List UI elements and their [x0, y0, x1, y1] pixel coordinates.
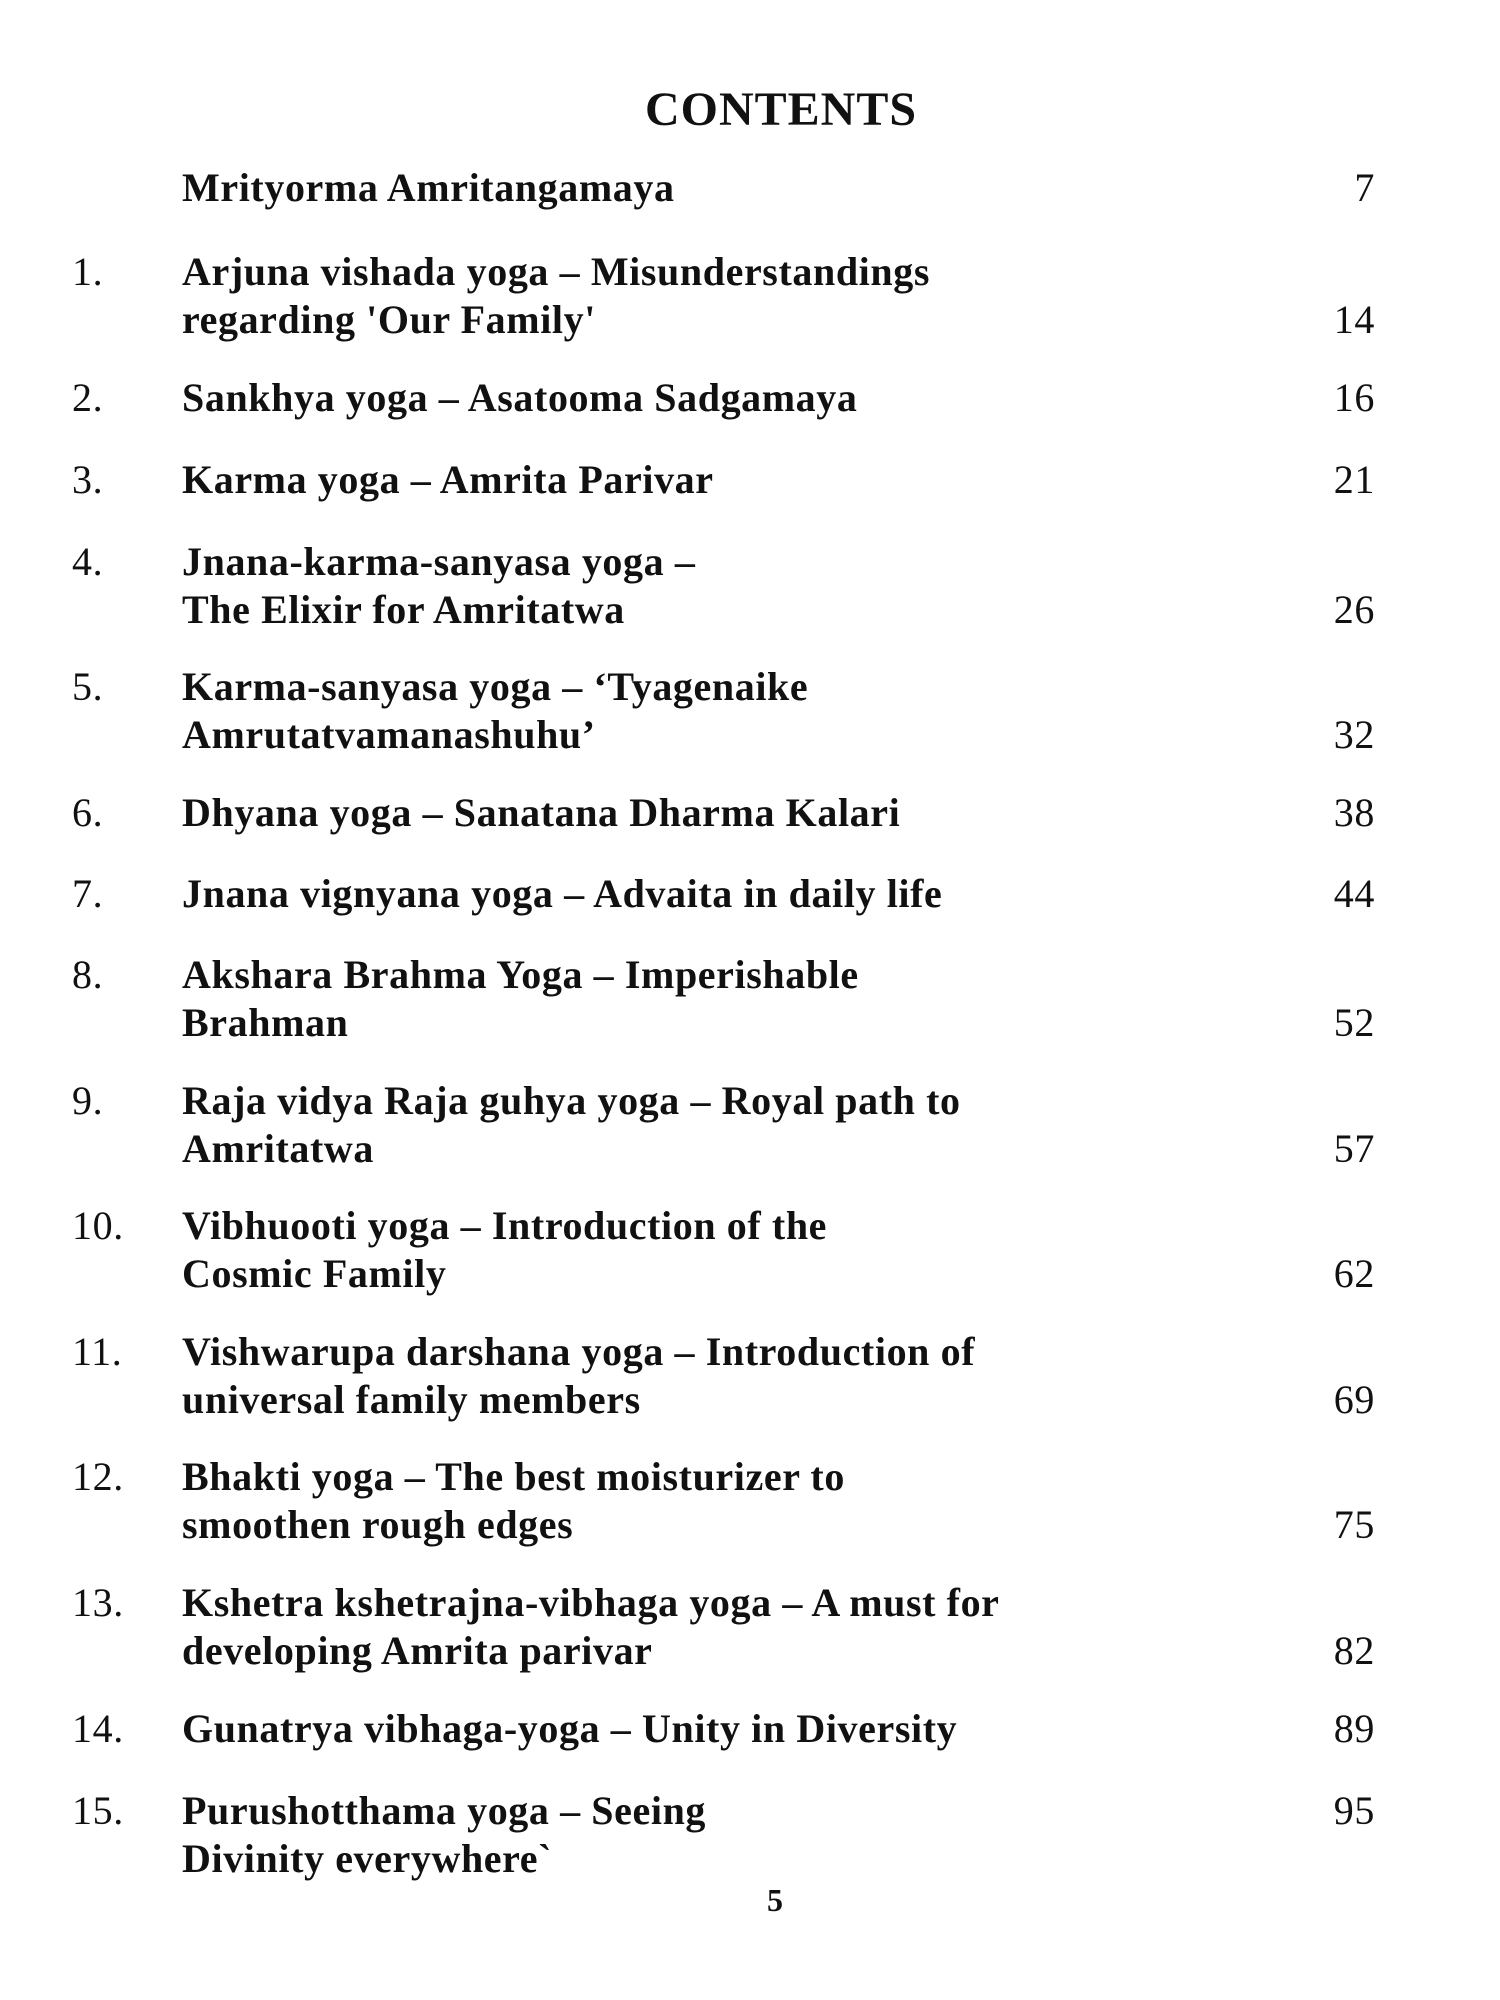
- toc-entry-number: 14.: [72, 1706, 124, 1751]
- toc-entry-title-line: Brahman: [182, 1000, 349, 1045]
- toc-entry-number: 3.: [72, 457, 104, 502]
- toc-entry-title: [182, 538, 695, 634]
- toc-entry-title-line: regarding 'Our Family': [182, 297, 596, 342]
- toc-entry-title-line: smoothen rough edges: [182, 1502, 574, 1547]
- toc-entry-page: 69: [1333, 1377, 1375, 1422]
- toc-entry-page: 38: [1333, 790, 1375, 835]
- toc-entry-title: [182, 951, 859, 1047]
- toc-entry-title: [182, 663, 808, 759]
- toc-entry-title-line: Amrutatvamanashuhu’: [182, 712, 596, 757]
- toc-entry-number: 13.: [72, 1580, 124, 1625]
- toc-entry-title-line: Amritatwa: [182, 1126, 375, 1171]
- toc-entry-number: 1.: [72, 249, 104, 294]
- toc-entry-page: 21: [1333, 457, 1375, 502]
- toc-entry-number: 6.: [72, 790, 104, 835]
- toc-entry-page: 57: [1333, 1126, 1375, 1171]
- toc-entry-page: 16: [1333, 375, 1375, 420]
- toc-entry-title: [182, 1453, 845, 1549]
- toc-entry-title: [182, 164, 675, 212]
- toc-entry-title-line: Karma yoga – Amrita Parivar: [182, 457, 714, 502]
- toc-entry-page: 26: [1333, 587, 1375, 632]
- toc-entry-title-line: Arjuna vishada yoga – Misunderstandings: [182, 249, 931, 294]
- toc-entry-title-line: Kshetra kshetrajna-vibhaga yoga – A must for: [182, 1580, 1000, 1625]
- toc-entry-title-line: universal family members: [182, 1377, 641, 1422]
- toc-entry-number: 15.: [72, 1788, 124, 1833]
- toc-entry-page: 75: [1333, 1502, 1375, 1547]
- toc-entry-page: 32: [1333, 712, 1375, 757]
- toc-entry-title: [182, 1202, 827, 1298]
- toc-entry-title: [182, 1705, 957, 1753]
- toc-entry-title-line: Dhyana yoga – Sanatana Dharma Kalari: [182, 790, 901, 835]
- toc-entry-title-line: Purushotthama yoga – Seeing: [182, 1788, 707, 1833]
- toc-entry-number: 9.: [72, 1078, 104, 1123]
- page-title: CONTENTS: [644, 83, 918, 136]
- toc-entry-number: 8.: [72, 952, 104, 997]
- toc-entry-page: 62: [1333, 1251, 1375, 1296]
- toc-entry-title-line: Cosmic Family: [182, 1251, 447, 1296]
- toc-entry-page: 7: [1354, 165, 1375, 210]
- toc-entry-title: [182, 1077, 961, 1173]
- toc-entry-number: 10.: [72, 1203, 124, 1248]
- toc-entry-number: 7.: [72, 871, 104, 916]
- toc-entry-title-line: Jnana vignyana yoga – Advaita in daily life: [182, 871, 943, 916]
- toc-entry-title: [182, 1328, 975, 1424]
- toc-entry-title: [182, 1579, 1000, 1675]
- toc-entry-page: 14: [1333, 297, 1375, 342]
- toc-entry-title: [182, 1787, 706, 1883]
- toc-entry-title-line: Jnana-karma-sanyasa yoga –: [182, 539, 696, 584]
- toc-entry-title: [182, 248, 930, 344]
- toc-entry-number: 12.: [72, 1454, 124, 1499]
- page-number: 5: [767, 1882, 783, 1918]
- toc-entry-page: 89: [1333, 1706, 1375, 1751]
- toc-entry-number: 11.: [72, 1329, 123, 1374]
- toc-entry-number: 5.: [72, 664, 104, 709]
- toc-entry-title-line: Akshara Brahma Yoga – Imperishable: [182, 952, 859, 997]
- toc-entry-page: 95: [1333, 1788, 1375, 1833]
- toc-entry-title-line: Vibhuooti yoga – Introduction of the: [182, 1203, 828, 1248]
- toc-entry-page: 82: [1333, 1628, 1375, 1673]
- toc-entry-title: [182, 789, 900, 837]
- toc-entry-title: [182, 374, 857, 422]
- toc-entry-page: 44: [1333, 871, 1375, 916]
- toc-entry-title-line: The Elixir for Amritatwa: [182, 587, 625, 632]
- toc-entry-title-line: developing Amrita parivar: [182, 1628, 653, 1673]
- toc-entry-number: 2.: [72, 375, 104, 420]
- toc-entry-title-line: Sankhya yoga – Asatooma Sadgamaya: [182, 375, 858, 420]
- toc-entry-title-line: Divinity everywhere`: [182, 1836, 553, 1881]
- toc-entry-title-line: Bhakti yoga – The best moisturizer to: [182, 1454, 845, 1499]
- toc-entry-number: 4.: [72, 539, 104, 584]
- toc-entry-title-line: Vishwarupa darshana yoga – Introduction of: [182, 1329, 976, 1374]
- toc-entry-title: [182, 456, 714, 504]
- toc-entry-page: 52: [1333, 1000, 1375, 1045]
- toc-entry-title-line: Raja vidya Raja guhya yoga – Royal path to: [182, 1078, 961, 1123]
- toc-entry-title-line: Gunatrya vibhaga-yoga – Unity in Diversity: [182, 1706, 958, 1751]
- toc-entry-title-line: Karma-sanyasa yoga – ‘Tyagenaike: [182, 664, 809, 709]
- toc-entry-title: [182, 870, 942, 918]
- toc-entry-title-line: Mrityorma Amritangamaya: [182, 165, 675, 210]
